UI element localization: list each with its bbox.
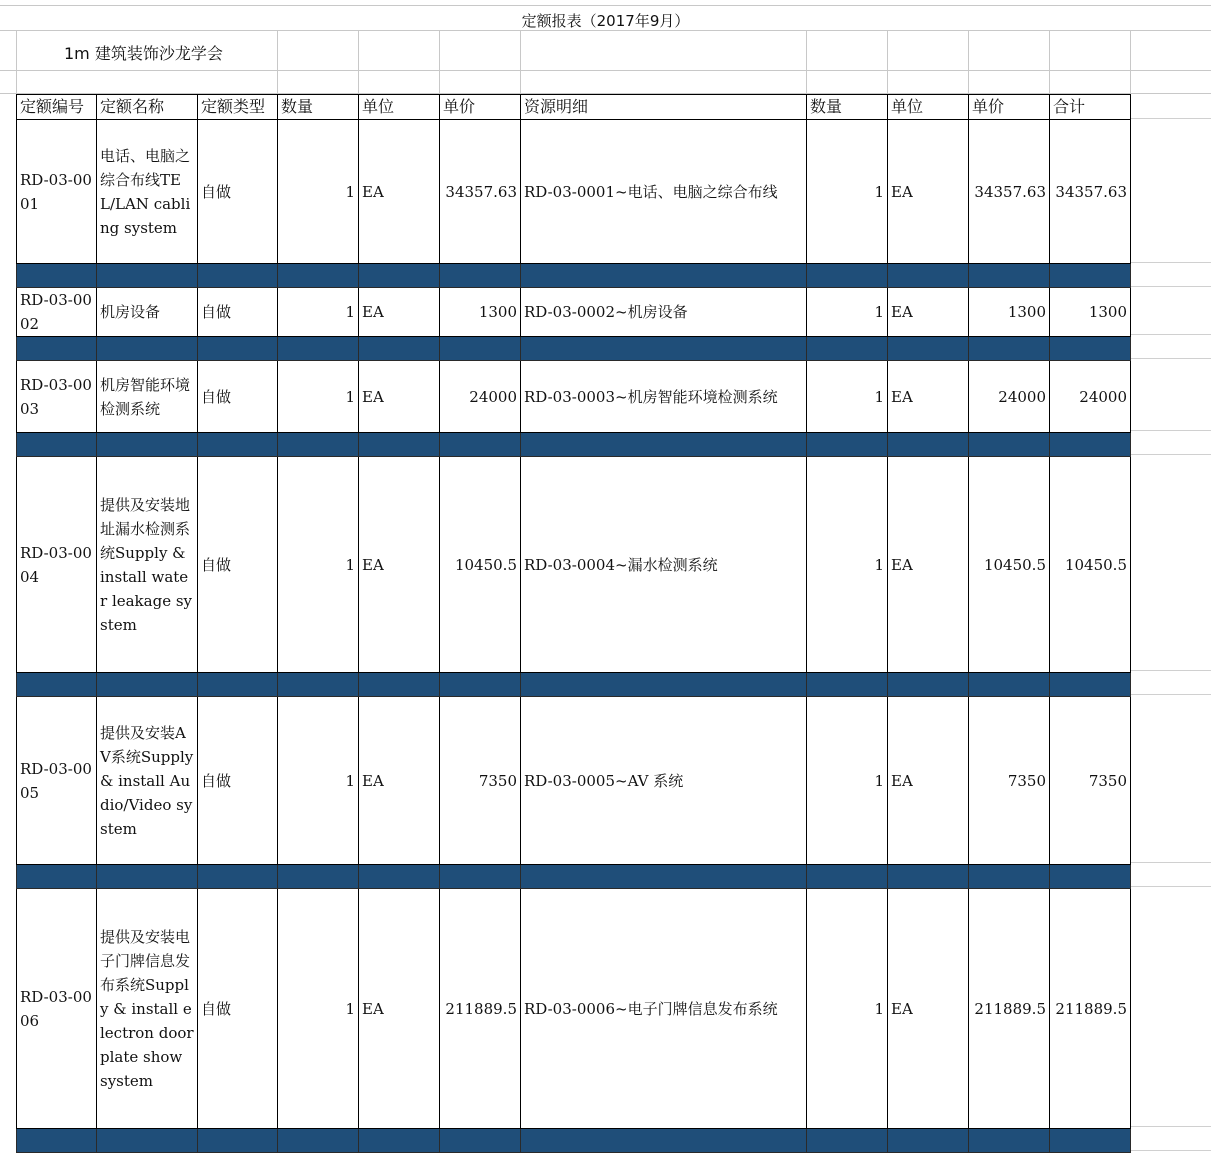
separator-cell[interactable] bbox=[1050, 673, 1131, 697]
separator-cell[interactable] bbox=[807, 865, 888, 889]
grid-line bbox=[1131, 1126, 1211, 1127]
detail-cell[interactable]: RD-03-0005~AV 系统 bbox=[521, 697, 807, 865]
separator-cell[interactable] bbox=[198, 264, 278, 288]
type-cell[interactable]: 自做 bbox=[198, 288, 278, 337]
separator-row bbox=[17, 433, 1131, 457]
separator-cell[interactable] bbox=[97, 337, 198, 361]
separator-cell[interactable] bbox=[198, 1129, 278, 1153]
price2-cell[interactable]: 7350 bbox=[969, 697, 1050, 865]
table-row bbox=[17, 457, 1131, 673]
unit-cell[interactable]: EA bbox=[359, 457, 440, 673]
detail-cell[interactable]: RD-03-0006~电子门牌信息发布系统 bbox=[521, 889, 807, 1129]
qty2-cell[interactable]: 1 bbox=[807, 457, 888, 673]
grid-line bbox=[1049, 31, 1050, 94]
separator-cell[interactable] bbox=[521, 433, 807, 457]
separator-cell[interactable] bbox=[888, 433, 969, 457]
code-cell[interactable]: RD-03-0005 bbox=[17, 697, 97, 865]
header-row bbox=[17, 95, 1131, 120]
grid-line bbox=[1131, 1150, 1211, 1151]
unit2-cell[interactable]: EA bbox=[888, 288, 969, 337]
price-cell[interactable]: 24000 bbox=[440, 361, 521, 433]
separator-cell[interactable] bbox=[807, 673, 888, 697]
total-cell[interactable]: 24000 bbox=[1050, 361, 1131, 433]
table-row bbox=[17, 288, 1131, 337]
qty2-cell[interactable]: 1 bbox=[807, 697, 888, 865]
table-row bbox=[17, 697, 1131, 865]
qty2-cell[interactable]: 1 bbox=[807, 361, 888, 433]
separator-cell[interactable] bbox=[969, 264, 1050, 288]
price-cell[interactable]: 34357.63 bbox=[440, 120, 521, 264]
detail-cell[interactable]: RD-03-0001~电话、电脑之综合布线 bbox=[521, 120, 807, 264]
separator-cell[interactable] bbox=[521, 337, 807, 361]
detail-cell[interactable]: RD-03-0002~机房设备 bbox=[521, 288, 807, 337]
separator-cell[interactable] bbox=[359, 673, 440, 697]
type-cell[interactable]: 自做 bbox=[198, 457, 278, 673]
separator-cell[interactable] bbox=[278, 264, 359, 288]
type-cell[interactable]: 自做 bbox=[198, 889, 278, 1129]
separator-cell[interactable] bbox=[359, 337, 440, 361]
separator-cell[interactable] bbox=[888, 865, 969, 889]
total-cell[interactable]: 10450.5 bbox=[1050, 457, 1131, 673]
price2-cell[interactable]: 34357.63 bbox=[969, 120, 1050, 264]
separator-cell[interactable] bbox=[359, 1129, 440, 1153]
separator-cell[interactable] bbox=[17, 337, 97, 361]
grid-line bbox=[1131, 694, 1211, 695]
separator-cell[interactable] bbox=[888, 264, 969, 288]
separator-cell[interactable] bbox=[807, 1129, 888, 1153]
grid-line bbox=[358, 31, 359, 94]
table-row bbox=[17, 889, 1131, 1129]
grid-line bbox=[1131, 358, 1211, 359]
quota-table bbox=[16, 94, 1131, 1153]
separator-cell[interactable] bbox=[17, 865, 97, 889]
total-cell[interactable]: 34357.63 bbox=[1050, 120, 1131, 264]
separator-cell[interactable] bbox=[278, 673, 359, 697]
grid-line bbox=[806, 31, 807, 94]
report-title[interactable]: 定额报表（2017年9月） bbox=[521, 12, 690, 30]
separator-cell[interactable] bbox=[888, 1129, 969, 1153]
code-cell[interactable]: RD-03-0001 bbox=[17, 120, 97, 264]
qty-cell[interactable]: 1 bbox=[278, 361, 359, 433]
table-row bbox=[17, 120, 1131, 264]
unit-cell[interactable]: EA bbox=[359, 120, 440, 264]
unit2-cell[interactable]: EA bbox=[888, 457, 969, 673]
code-cell[interactable]: RD-03-0006 bbox=[17, 889, 97, 1129]
qty2-cell[interactable]: 1 bbox=[807, 120, 888, 264]
header-cell[interactable]: 数量 bbox=[807, 95, 888, 120]
grid-line bbox=[1131, 262, 1211, 263]
separator-cell[interactable] bbox=[198, 673, 278, 697]
grid-line bbox=[968, 31, 969, 94]
total-cell[interactable]: 1300 bbox=[1050, 288, 1131, 337]
price2-cell[interactable]: 211889.5 bbox=[969, 889, 1050, 1129]
separator-cell[interactable] bbox=[97, 673, 198, 697]
separator-cell[interactable] bbox=[17, 673, 97, 697]
table-row bbox=[17, 361, 1131, 433]
grid-line bbox=[1131, 286, 1211, 287]
separator-cell[interactable] bbox=[198, 433, 278, 457]
separator-cell[interactable] bbox=[97, 1129, 198, 1153]
name-cell[interactable]: 机房设备 bbox=[97, 288, 198, 337]
separator-cell[interactable] bbox=[359, 865, 440, 889]
separator-cell[interactable] bbox=[521, 264, 807, 288]
separator-cell[interactable] bbox=[278, 865, 359, 889]
separator-cell[interactable] bbox=[278, 337, 359, 361]
separator-cell[interactable] bbox=[807, 433, 888, 457]
header-cell[interactable]: 定额类型 bbox=[198, 95, 278, 120]
separator-cell[interactable] bbox=[17, 264, 97, 288]
separator-cell[interactable] bbox=[969, 865, 1050, 889]
qty2-cell[interactable]: 1 bbox=[807, 288, 888, 337]
separator-row bbox=[17, 865, 1131, 889]
separator-cell[interactable] bbox=[97, 433, 198, 457]
unit2-cell[interactable]: EA bbox=[888, 120, 969, 264]
separator-cell[interactable] bbox=[807, 264, 888, 288]
price-cell[interactable]: 7350 bbox=[440, 697, 521, 865]
separator-row bbox=[17, 337, 1131, 361]
grid-line bbox=[1131, 886, 1211, 887]
grid-line bbox=[16, 31, 17, 94]
header-cell[interactable]: 合计 bbox=[1050, 95, 1131, 120]
separator-cell[interactable] bbox=[521, 1129, 807, 1153]
separator-row bbox=[17, 1129, 1131, 1153]
grid-line bbox=[1131, 670, 1211, 671]
unit2-cell[interactable]: EA bbox=[888, 361, 969, 433]
grid-line bbox=[1131, 118, 1211, 119]
grid-line bbox=[1131, 862, 1211, 863]
unit2-cell[interactable]: EA bbox=[888, 697, 969, 865]
price-cell[interactable]: 10450.5 bbox=[440, 457, 521, 673]
separator-cell[interactable] bbox=[97, 264, 198, 288]
detail-cell[interactable]: RD-03-0003~机房智能环境检测系统 bbox=[521, 361, 807, 433]
header-cell[interactable]: 数量 bbox=[278, 95, 359, 120]
separator-cell[interactable] bbox=[440, 1129, 521, 1153]
separator-cell[interactable] bbox=[969, 433, 1050, 457]
header-cell[interactable]: 单价 bbox=[440, 95, 521, 120]
grid-line bbox=[520, 31, 521, 94]
separator-cell[interactable] bbox=[17, 1129, 97, 1153]
separator-cell[interactable] bbox=[440, 337, 521, 361]
qty2-cell[interactable]: 1 bbox=[807, 889, 888, 1129]
unit-cell[interactable]: EA bbox=[359, 288, 440, 337]
separator-cell[interactable] bbox=[807, 337, 888, 361]
grid-line bbox=[1131, 454, 1211, 455]
separator-cell[interactable] bbox=[198, 865, 278, 889]
company-name[interactable]: 1m 建筑装饰沙龙学会 bbox=[64, 44, 223, 63]
separator-cell[interactable] bbox=[440, 264, 521, 288]
separator-cell[interactable] bbox=[17, 433, 97, 457]
price2-cell[interactable]: 10450.5 bbox=[969, 457, 1050, 673]
qty-cell[interactable]: 1 bbox=[278, 889, 359, 1129]
separator-cell[interactable] bbox=[969, 673, 1050, 697]
qty-cell[interactable]: 1 bbox=[278, 120, 359, 264]
name-cell[interactable]: 电话、电脑之综合布线TEL/LAN cabling system bbox=[97, 120, 198, 264]
separator-row bbox=[17, 673, 1131, 697]
grid-line bbox=[1130, 31, 1131, 94]
qty-cell[interactable]: 1 bbox=[278, 697, 359, 865]
name-cell[interactable]: 机房智能环境检测系统 bbox=[97, 361, 198, 433]
company-row bbox=[0, 31, 1211, 71]
separator-cell[interactable] bbox=[440, 865, 521, 889]
separator-cell[interactable] bbox=[359, 433, 440, 457]
separator-cell[interactable] bbox=[1050, 264, 1131, 288]
header-cell[interactable]: 定额编号 bbox=[17, 95, 97, 120]
separator-cell[interactable] bbox=[278, 433, 359, 457]
grid-line bbox=[887, 31, 888, 94]
separator-cell[interactable] bbox=[1050, 1129, 1131, 1153]
code-cell[interactable]: RD-03-0002 bbox=[17, 288, 97, 337]
separator-cell[interactable] bbox=[278, 1129, 359, 1153]
separator-cell[interactable] bbox=[440, 433, 521, 457]
total-cell[interactable]: 211889.5 bbox=[1050, 889, 1131, 1129]
grid-line bbox=[1131, 334, 1211, 335]
unit2-cell[interactable]: EA bbox=[888, 889, 969, 1129]
qty-cell[interactable]: 1 bbox=[278, 457, 359, 673]
type-cell[interactable]: 自做 bbox=[198, 697, 278, 865]
header-cell[interactable]: 资源明细 bbox=[521, 95, 807, 120]
unit-cell[interactable]: EA bbox=[359, 361, 440, 433]
code-cell[interactable]: RD-03-0003 bbox=[17, 361, 97, 433]
name-cell[interactable]: 提供及安装AV系统Supply & install Audio/Video system bbox=[97, 697, 198, 865]
separator-cell[interactable] bbox=[521, 865, 807, 889]
separator-cell[interactable] bbox=[969, 1129, 1050, 1153]
separator-cell[interactable] bbox=[440, 673, 521, 697]
name-cell[interactable]: 提供及安装电子门牌信息发布系统Supply & install electron doorplate show system bbox=[97, 889, 198, 1129]
name-cell[interactable]: 提供及安装地址漏水检测系统Supply & install water leakage system bbox=[97, 457, 198, 673]
title-row bbox=[0, 5, 1211, 31]
header-cell[interactable]: 单位 bbox=[888, 95, 969, 120]
unit-cell[interactable]: EA bbox=[359, 697, 440, 865]
separator-cell[interactable] bbox=[521, 673, 807, 697]
price-cell[interactable]: 211889.5 bbox=[440, 889, 521, 1129]
unit-cell[interactable]: EA bbox=[359, 889, 440, 1129]
header-cell[interactable]: 单位 bbox=[359, 95, 440, 120]
header-cell[interactable]: 单价 bbox=[969, 95, 1050, 120]
grid-line bbox=[439, 31, 440, 94]
separator-cell[interactable] bbox=[1050, 337, 1131, 361]
separator-cell[interactable] bbox=[888, 673, 969, 697]
grid-line bbox=[1131, 430, 1211, 431]
price2-cell[interactable]: 1300 bbox=[969, 288, 1050, 337]
separator-cell[interactable] bbox=[969, 337, 1050, 361]
type-cell[interactable]: 自做 bbox=[198, 120, 278, 264]
separator-cell[interactable] bbox=[359, 264, 440, 288]
separator-cell[interactable] bbox=[888, 337, 969, 361]
type-cell[interactable]: 自做 bbox=[198, 361, 278, 433]
price-cell[interactable]: 1300 bbox=[440, 288, 521, 337]
grid-line bbox=[277, 31, 278, 94]
spacer-row bbox=[0, 71, 1211, 94]
qty-cell[interactable]: 1 bbox=[278, 288, 359, 337]
total-cell[interactable]: 7350 bbox=[1050, 697, 1131, 865]
code-cell[interactable]: RD-03-0004 bbox=[17, 457, 97, 673]
separator-row bbox=[17, 264, 1131, 288]
price2-cell[interactable]: 24000 bbox=[969, 361, 1050, 433]
separator-cell[interactable] bbox=[1050, 433, 1131, 457]
separator-cell[interactable] bbox=[97, 865, 198, 889]
header-cell[interactable]: 定额名称 bbox=[97, 95, 198, 120]
separator-cell[interactable] bbox=[1050, 865, 1131, 889]
separator-cell[interactable] bbox=[198, 337, 278, 361]
detail-cell[interactable]: RD-03-0004~漏水检测系统 bbox=[521, 457, 807, 673]
